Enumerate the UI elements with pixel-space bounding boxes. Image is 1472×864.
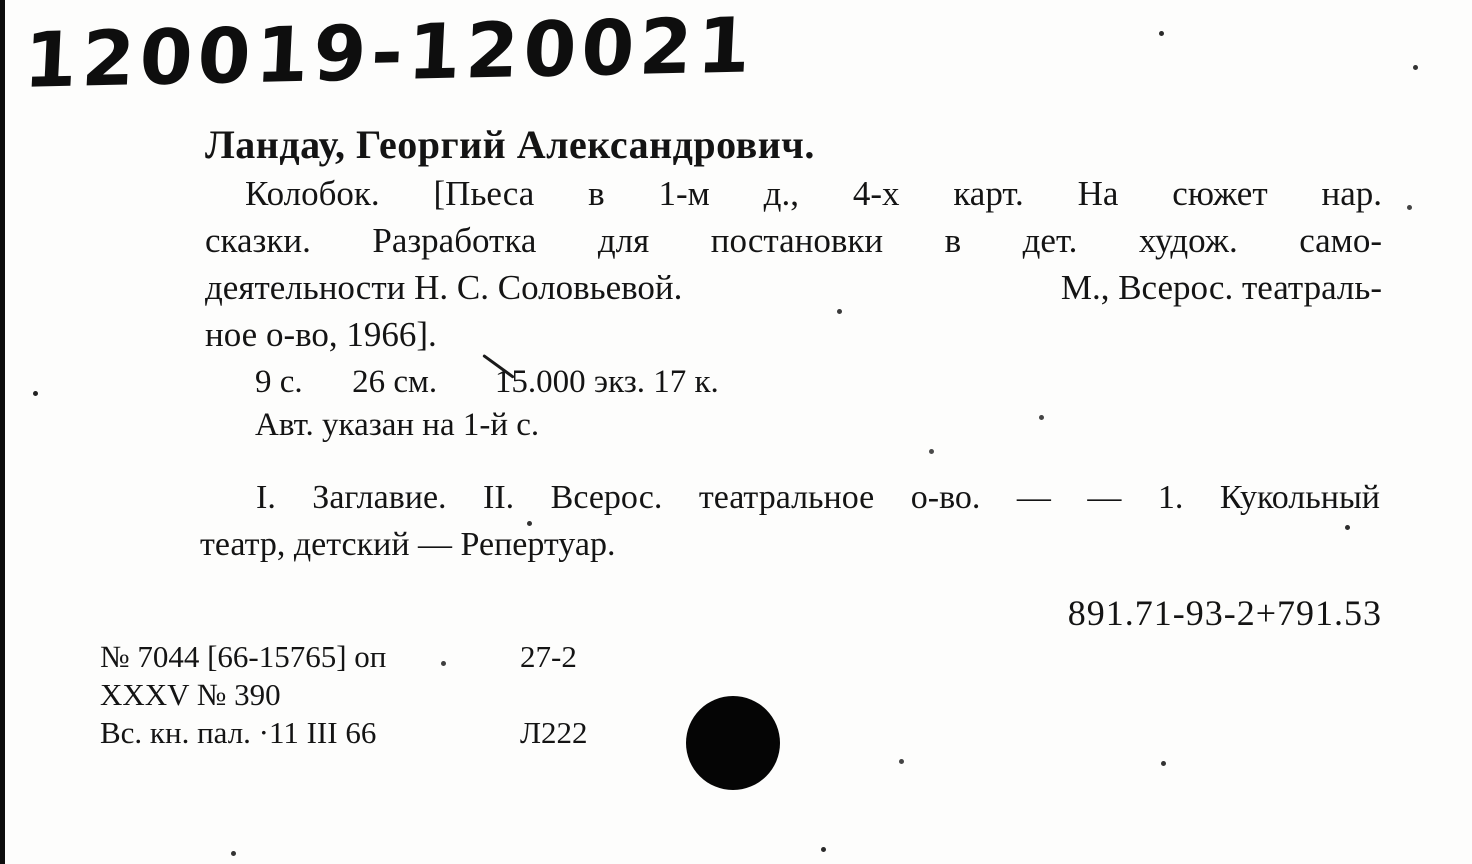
tracings-block bbox=[200, 474, 1380, 568]
title-line-4: ное о-во, 1966]. bbox=[205, 315, 437, 354]
author-heading: Ландау, Георгий Александрович. bbox=[205, 122, 815, 167]
title-line-3 bbox=[205, 264, 1382, 311]
title-line-1: Колобок. [Пьеса в 1-м д., 4-х карт. На сюжет нар. bbox=[245, 174, 1382, 213]
tracings-line-1: I. Заглавие. II. Всерос. театральное о-во. — — 1. Кукольный bbox=[256, 479, 1380, 516]
bibliographic-entry bbox=[205, 120, 1382, 446]
registry-date: Вс. кн. пал. ·11 III 66 bbox=[100, 715, 377, 750]
tracings-line-2: театр, детский — Репертуар. bbox=[200, 526, 616, 563]
accession-number-handwritten: 120019-120021 bbox=[21, 0, 758, 105]
scan-speckles bbox=[0, 0, 3, 3]
registry-block bbox=[100, 638, 720, 752]
title-line-2: сказки. Разработка для постановки в дет. худож. само- bbox=[205, 221, 1382, 260]
registry-code-3: Л222 bbox=[520, 715, 588, 750]
title-line-3-left: деятельности Н. С. Соловьевой. bbox=[205, 268, 683, 307]
title-line-3-right: М., Всерос. театраль- bbox=[1060, 268, 1382, 307]
classification-number: 891.71-93-2+791.53 bbox=[1067, 593, 1382, 633]
registry-row-3 bbox=[100, 714, 720, 752]
punch-hole bbox=[686, 696, 780, 790]
author-note: Авт. указан на 1-й с. bbox=[255, 407, 540, 443]
registry-code-2 bbox=[520, 676, 720, 714]
registry-row-1 bbox=[100, 638, 720, 676]
registry-code-1: 27-2 bbox=[520, 639, 577, 674]
registry-number: № 7044 [66-15765] оп bbox=[100, 639, 387, 674]
registry-volume: XXXV № 390 bbox=[100, 677, 281, 712]
scan-edge-line bbox=[0, 0, 5, 864]
registry-row-2 bbox=[100, 676, 720, 714]
collation-line: 9 с. 26 см. 15.000 экз. 17 к. bbox=[255, 364, 719, 400]
